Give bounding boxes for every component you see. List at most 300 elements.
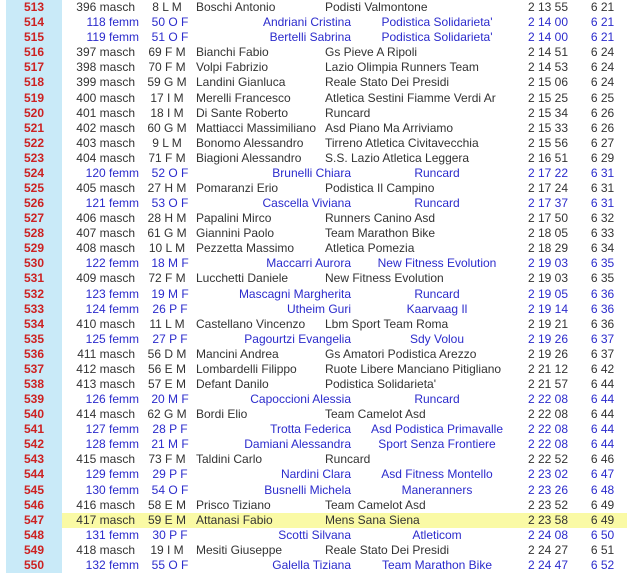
pace-cell: 6 52 [590, 557, 615, 572]
pace-cell: 6 44 [590, 437, 615, 452]
bib-gender-cell: 127 femm [85, 422, 139, 437]
pace-cell: 6 36 [590, 286, 615, 301]
table-row [0, 241, 627, 256]
runner-name-cell: Mascagni Margherita [238, 286, 351, 301]
pace-cell: 6 44 [590, 407, 615, 422]
team-cell: Mens Sana Siena [325, 513, 518, 528]
runner-name-cell: Utheim Guri [286, 301, 351, 316]
runner-name-cell: Boschi Antonio [196, 0, 276, 15]
category-cell: 60 G M [147, 120, 187, 135]
runner-name-cell: Trotta Federica [270, 422, 351, 437]
pace-cell: 6 21 [590, 0, 615, 15]
time-cell: 2 17 37 [527, 196, 569, 211]
team-cell: Kaarvaag Il [406, 301, 468, 316]
bib-gender-cell: 412 masch [76, 361, 135, 376]
category-cell: 71 F M [148, 150, 186, 165]
runner-name-cell: Bianchi Fabio [196, 45, 269, 60]
time-cell: 2 24 27 [527, 542, 569, 557]
pace-cell: 6 36 [590, 316, 615, 331]
runner-name-cell: Prisco Tiziano [196, 497, 271, 512]
pace-cell: 6 31 [590, 165, 615, 180]
team-cell: Asd Podistica Primavalle [370, 422, 504, 437]
runner-name-cell: Landini Gianluca [196, 75, 286, 90]
category-cell: 54 O F [151, 482, 189, 497]
position-cell: 519 [0, 90, 62, 105]
pace-cell: 6 21 [590, 30, 615, 45]
runner-name-cell: Di Sante Roberto [196, 105, 289, 120]
table-row [0, 30, 627, 45]
pace-cell: 6 48 [590, 482, 615, 497]
table-row [0, 422, 627, 437]
position-cell: 542 [0, 437, 62, 452]
category-cell: 56 E M [147, 361, 186, 376]
table-row [0, 121, 627, 136]
pace-cell: 6 21 [590, 15, 615, 30]
runner-name-cell: Busnelli Michela [264, 482, 351, 497]
pace-cell: 6 51 [590, 542, 615, 557]
bib-gender-cell: 125 femm [85, 331, 139, 346]
bib-gender-cell: 410 masch [76, 316, 135, 331]
runner-name-cell: Papalini Mirco [196, 211, 272, 226]
team-cell: Gs Pieve A Ripoli [325, 45, 418, 60]
bib-gender-cell: 405 masch [76, 180, 135, 195]
runner-name-cell: Defant Danilo [196, 376, 269, 391]
position-cell: 545 [0, 483, 62, 498]
position-cell: 538 [0, 377, 62, 392]
runner-name-cell: Attanasi Fabio [194, 513, 325, 528]
position-cell: 550 [0, 558, 62, 573]
category-cell: 27 H M [147, 180, 187, 195]
runner-name-cell: Volpi Fabrizio [196, 60, 269, 75]
pace-cell: 6 26 [590, 120, 615, 135]
bib-gender-cell: 126 femm [85, 392, 139, 407]
runner-name-cell: Pomaranzi Erio [196, 180, 279, 195]
bib-gender-cell: 398 masch [76, 60, 135, 75]
position-cell: 523 [0, 151, 62, 166]
team-cell: Podistica Solidarieta' [381, 15, 493, 30]
time-cell: 2 24 08 [527, 527, 569, 542]
time-cell: 2 19 14 [527, 301, 569, 316]
team-cell: Reale Stato Dei Presidi [325, 75, 450, 90]
bib-gender-cell: 409 masch [76, 271, 135, 286]
time-cell: 2 21 12 [527, 361, 569, 376]
table-row [0, 211, 627, 226]
runner-name-cell: Andriani Cristina [262, 15, 351, 30]
pace-cell: 6 34 [590, 241, 615, 256]
team-cell: New Fitness Evolution [325, 271, 444, 286]
category-cell: 50 O F [151, 15, 189, 30]
table-row [0, 196, 627, 211]
position-cell: 530 [0, 256, 62, 271]
category-cell: 21 M F [151, 437, 189, 452]
position-cell: 524 [0, 166, 62, 181]
category-cell: 26 P F [152, 301, 188, 316]
position-cell: 528 [0, 226, 62, 241]
pace-cell: 6 26 [590, 105, 615, 120]
runner-name-cell: Brunelli Chiara [272, 165, 351, 180]
table-row [0, 226, 627, 241]
position-cell: 539 [0, 392, 62, 407]
bib-gender-cell: 124 femm [85, 301, 139, 316]
runner-name-cell: Merelli Francesco [196, 90, 291, 105]
table-row [0, 136, 627, 151]
team-cell: Podistica Solidarieta' [325, 376, 437, 391]
runner-name-cell: Pagourtzi Evangelia [244, 331, 351, 346]
position-cell: 526 [0, 196, 62, 211]
category-cell: 10 L M [148, 241, 186, 256]
bib-gender-cell: 411 masch [77, 346, 135, 361]
position-cell: 513 [0, 0, 62, 15]
bib-gender-cell: 396 masch [76, 0, 135, 15]
bib-gender-cell: 120 femm [85, 165, 139, 180]
table-row [0, 45, 627, 60]
category-cell: 73 F M [148, 452, 186, 467]
team-cell: Gs Amatori Podistica Arezzo [325, 346, 477, 361]
team-cell: Ruote Libere Manciano Pitigliano [325, 361, 502, 376]
time-cell: 2 14 00 [527, 30, 569, 45]
pace-cell: 6 37 [590, 331, 615, 346]
table-row [0, 528, 627, 543]
position-cell: 525 [0, 181, 62, 196]
pace-cell: 6 32 [590, 211, 615, 226]
team-cell: Runcard [325, 452, 371, 467]
time-cell: 2 19 26 [527, 331, 569, 346]
time-cell: 2 13 55 [527, 0, 569, 15]
category-cell: 27 P F [152, 331, 188, 346]
runner-name-cell: Pezzetta Massimo [196, 241, 295, 256]
position-cell: 544 [0, 467, 62, 482]
time-cell: 2 19 21 [527, 316, 569, 331]
time-cell: 2 15 06 [527, 75, 569, 90]
category-cell: 29 P F [152, 467, 188, 482]
bib-gender-cell: 129 femm [85, 467, 139, 482]
time-cell: 2 22 08 [527, 392, 569, 407]
time-cell: 2 15 56 [527, 135, 569, 150]
team-cell: Lbm Sport Team Roma [325, 316, 449, 331]
table-row [0, 452, 627, 467]
table-row [0, 151, 627, 166]
position-cell: 521 [0, 121, 62, 136]
bib-gender-cell: 132 femm [85, 557, 139, 572]
runner-name-cell: Bertelli Sabrina [269, 30, 351, 45]
pace-cell: 6 36 [590, 301, 615, 316]
team-cell: Runcard [414, 165, 460, 180]
time-cell: 2 22 08 [527, 437, 569, 452]
category-cell: 18 I M [150, 105, 184, 120]
category-cell: 59 G M [147, 75, 187, 90]
table-row [0, 467, 627, 482]
time-cell: 2 23 02 [527, 467, 569, 482]
runner-name-cell: Lombardelli Filippo [196, 361, 297, 376]
pace-cell: 6 27 [590, 135, 615, 150]
team-cell: Asd Piano Ma Arriviamo [325, 120, 454, 135]
table-row [0, 302, 627, 317]
time-cell: 2 19 05 [527, 286, 569, 301]
pace-cell: 6 24 [590, 60, 615, 75]
runner-name-cell: Mancini Andrea [196, 346, 279, 361]
time-cell: 2 18 05 [527, 226, 569, 241]
pace-cell: 6 24 [590, 75, 615, 90]
bib-gender-cell: 397 masch [76, 45, 135, 60]
bib-gender-cell: 121 femm [85, 196, 139, 211]
pace-cell: 6 35 [590, 271, 615, 286]
category-cell: 59 E M [140, 513, 194, 528]
position-cell: 547 [0, 513, 62, 528]
pace-cell: 6 35 [590, 256, 615, 271]
table-row [0, 317, 627, 332]
table-row [0, 286, 627, 301]
table-row [0, 558, 627, 573]
time-cell: 2 14 51 [527, 45, 569, 60]
time-cell: 2 18 29 [527, 241, 569, 256]
position-cell: 516 [0, 45, 62, 60]
category-cell: 9 L M [152, 135, 182, 150]
bib-gender-cell: 407 masch [76, 226, 135, 241]
time-cell: 2 14 00 [527, 15, 569, 30]
category-cell: 57 E M [147, 376, 186, 391]
position-cell: 529 [0, 241, 62, 256]
category-cell: 55 O F [151, 557, 189, 572]
table-row [0, 347, 627, 362]
pace-cell: 6 29 [590, 150, 615, 165]
pace-cell: 6 31 [590, 196, 615, 211]
runner-name-cell: Bonomo Alessandro [196, 135, 304, 150]
position-cell: 540 [0, 407, 62, 422]
bib-gender-cell: 415 masch [76, 452, 135, 467]
team-cell: Atletica Pomezia [325, 241, 415, 256]
category-cell: 20 M F [151, 392, 189, 407]
position-cell: 531 [0, 271, 62, 286]
pace-cell: 6 50 [590, 527, 615, 542]
position-cell: 546 [0, 498, 62, 513]
table-row [0, 407, 627, 422]
category-cell: 8 L M [152, 0, 182, 15]
runner-name-cell: Taldini Carlo [196, 452, 263, 467]
team-cell: Runners Canino Asd [325, 211, 436, 226]
time-cell: 2 23 58 [518, 513, 578, 528]
team-cell: Podistica Il Campino [325, 180, 435, 195]
pace-cell: 6 31 [590, 180, 615, 195]
position-cell: 517 [0, 60, 62, 75]
table-row [0, 332, 627, 347]
runner-name-cell: Galella Tiziana [272, 557, 351, 572]
category-cell: 30 P F [152, 527, 188, 542]
time-cell: 2 22 08 [527, 407, 569, 422]
category-cell: 51 O F [151, 30, 189, 45]
table-row [0, 75, 627, 90]
pace-cell: 6 25 [590, 90, 615, 105]
time-cell: 2 17 24 [527, 180, 569, 195]
time-cell: 2 22 08 [527, 422, 569, 437]
runner-name-cell: Lucchetti Daniele [196, 271, 289, 286]
runner-name-cell: Capoccioni Alessia [250, 392, 351, 407]
pace-cell: 6 37 [590, 346, 615, 361]
bib-gender-cell: 414 masch [76, 407, 135, 422]
pace-cell: 6 49 [590, 497, 615, 512]
position-cell: 543 [0, 452, 62, 467]
team-cell: Sdy Volou [409, 331, 465, 346]
position-cell: 522 [0, 136, 62, 151]
team-cell: Atleticom [412, 527, 462, 542]
time-cell: 2 24 47 [527, 557, 569, 572]
runner-name-cell: Biagioni Alessandro [196, 150, 302, 165]
bib-gender-cell: 418 masch [76, 542, 135, 557]
runner-name-cell: Maccarri Aurora [266, 256, 351, 271]
category-cell: 17 I M [150, 90, 184, 105]
table-row [0, 181, 627, 196]
table-row [0, 106, 627, 121]
category-cell: 18 M F [151, 256, 189, 271]
table-row [0, 377, 627, 392]
team-cell: Runcard [414, 196, 460, 211]
table-row [0, 437, 627, 452]
position-cell: 515 [0, 30, 62, 45]
pace-cell: 6 44 [590, 376, 615, 391]
runner-name-cell: Mesiti Giuseppe [196, 542, 283, 557]
runner-name-cell: Cascella Viviana [262, 196, 351, 211]
pace-cell: 6 44 [590, 392, 615, 407]
category-cell: 52 O F [151, 165, 189, 180]
team-cell: Sport Senza Frontiere [378, 437, 496, 452]
time-cell: 2 23 26 [527, 482, 569, 497]
category-cell: 69 F M [148, 45, 186, 60]
bib-gender-cell: 406 masch [76, 211, 135, 226]
team-cell: Runcard [414, 286, 460, 301]
pace-cell: 6 46 [590, 452, 615, 467]
position-cell: 541 [0, 422, 62, 437]
pace-cell: 6 42 [590, 361, 615, 376]
time-cell: 2 17 50 [527, 211, 569, 226]
team-cell: Maneranners [401, 482, 473, 497]
bib-gender-cell: 413 masch [76, 376, 135, 391]
time-cell: 2 19 03 [527, 256, 569, 271]
time-cell: 2 15 25 [527, 90, 569, 105]
table-row [0, 392, 627, 407]
category-cell: 28 H M [147, 211, 187, 226]
bib-gender-cell: 118 femm [86, 15, 139, 30]
team-cell: New Fitness Evolution [377, 256, 497, 271]
table-row [0, 498, 627, 513]
bib-gender-cell: 402 masch [76, 120, 135, 135]
team-cell: Reale Stato Dei Presidi [325, 542, 450, 557]
table-row [0, 90, 627, 105]
table-row [0, 271, 627, 286]
time-cell: 2 19 26 [527, 346, 569, 361]
position-cell: 537 [0, 362, 62, 377]
bib-gender-cell: 401 masch [76, 105, 135, 120]
runner-name-cell: Bordi Elio [196, 407, 248, 422]
team-cell: S.S. Lazio Atletica Leggera [325, 150, 470, 165]
pace-cell: 6 47 [590, 467, 615, 482]
category-cell: 28 P F [152, 422, 188, 437]
position-cell: 518 [0, 75, 62, 90]
category-cell: 11 L M [149, 316, 185, 331]
category-cell: 19 M F [151, 286, 189, 301]
pace-cell: 6 24 [590, 45, 615, 60]
bib-gender-cell: 417 masch [62, 513, 140, 528]
team-cell: Atletica Sestini Fiamme Verdi Ar [325, 90, 496, 105]
bib-gender-cell: 416 masch [76, 497, 135, 512]
table-row [0, 0, 627, 15]
team-cell: Lazio Olimpia Runners Team [325, 60, 479, 75]
team-cell: Team Camelot Asd [325, 497, 426, 512]
category-cell: 61 G M [147, 226, 187, 241]
table-row [0, 483, 627, 498]
time-cell: 2 15 33 [527, 120, 569, 135]
table-row [0, 362, 627, 377]
position-cell: 536 [0, 347, 62, 362]
time-cell: 2 15 34 [527, 105, 569, 120]
team-cell: Runcard [414, 392, 460, 407]
category-cell: 72 F M [148, 271, 186, 286]
team-cell: Podisti Valmontone [325, 0, 428, 15]
category-cell: 56 D M [147, 346, 187, 361]
category-cell: 62 G M [147, 407, 187, 422]
team-cell: Team Marathon Bike [381, 557, 493, 572]
runner-name-cell: Castellano Vincenzo [196, 316, 306, 331]
position-cell: 535 [0, 332, 62, 347]
team-cell: Tirreno Atletica Civitavecchia [325, 135, 479, 150]
team-cell: Podistica Solidarieta' [381, 30, 493, 45]
pace-cell: 6 44 [590, 422, 615, 437]
category-cell: 53 O F [151, 196, 189, 211]
runner-name-cell: Scotti Silvana [278, 527, 351, 542]
time-cell: 2 21 57 [527, 376, 569, 391]
table-row [0, 15, 627, 30]
bib-gender-cell: 128 femm [85, 437, 139, 452]
team-cell: Asd Fitness Montello [381, 467, 493, 482]
runner-name-cell: Mattiacci Massimiliano [196, 120, 317, 135]
position-cell: 548 [0, 528, 62, 543]
pace-cell: 6 33 [590, 226, 615, 241]
team-cell: Runcard [325, 105, 371, 120]
runner-name-cell: Damiani Alessandra [244, 437, 351, 452]
position-cell: 527 [0, 211, 62, 226]
bib-gender-cell: 399 masch [76, 75, 135, 90]
team-cell: Team Camelot Asd [325, 407, 426, 422]
category-cell: 70 F M [148, 60, 186, 75]
runner-name-cell: Nardini Clara [280, 467, 351, 482]
team-cell: Team Marathon Bike [325, 226, 436, 241]
position-cell: 520 [0, 106, 62, 121]
time-cell: 2 19 03 [527, 271, 569, 286]
bib-gender-cell: 403 masch [76, 135, 135, 150]
time-cell: 2 14 53 [527, 60, 569, 75]
bib-gender-cell: 404 masch [76, 150, 135, 165]
bib-gender-cell: 131 femm [85, 527, 139, 542]
time-cell: 2 22 52 [527, 452, 569, 467]
category-cell: 19 I M [150, 542, 184, 557]
table-row-highlighted [0, 513, 627, 528]
runner-name-cell: Giannini Paolo [196, 226, 275, 241]
table-row [0, 543, 627, 558]
position-cell: 532 [0, 286, 62, 301]
table-row [0, 60, 627, 75]
table-row [0, 166, 627, 181]
bib-gender-cell: 122 femm [85, 256, 139, 271]
bib-gender-cell: 123 femm [85, 286, 139, 301]
position-cell: 534 [0, 317, 62, 332]
table-row [0, 256, 627, 271]
time-cell: 2 23 52 [527, 497, 569, 512]
time-cell: 2 17 22 [527, 165, 569, 180]
bib-gender-cell: 130 femm [85, 482, 139, 497]
pace-cell: 6 49 [578, 513, 627, 528]
category-cell: 58 E M [147, 497, 186, 512]
position-cell: 549 [0, 543, 62, 558]
time-cell: 2 16 51 [527, 150, 569, 165]
position-cell: 533 [0, 302, 62, 317]
